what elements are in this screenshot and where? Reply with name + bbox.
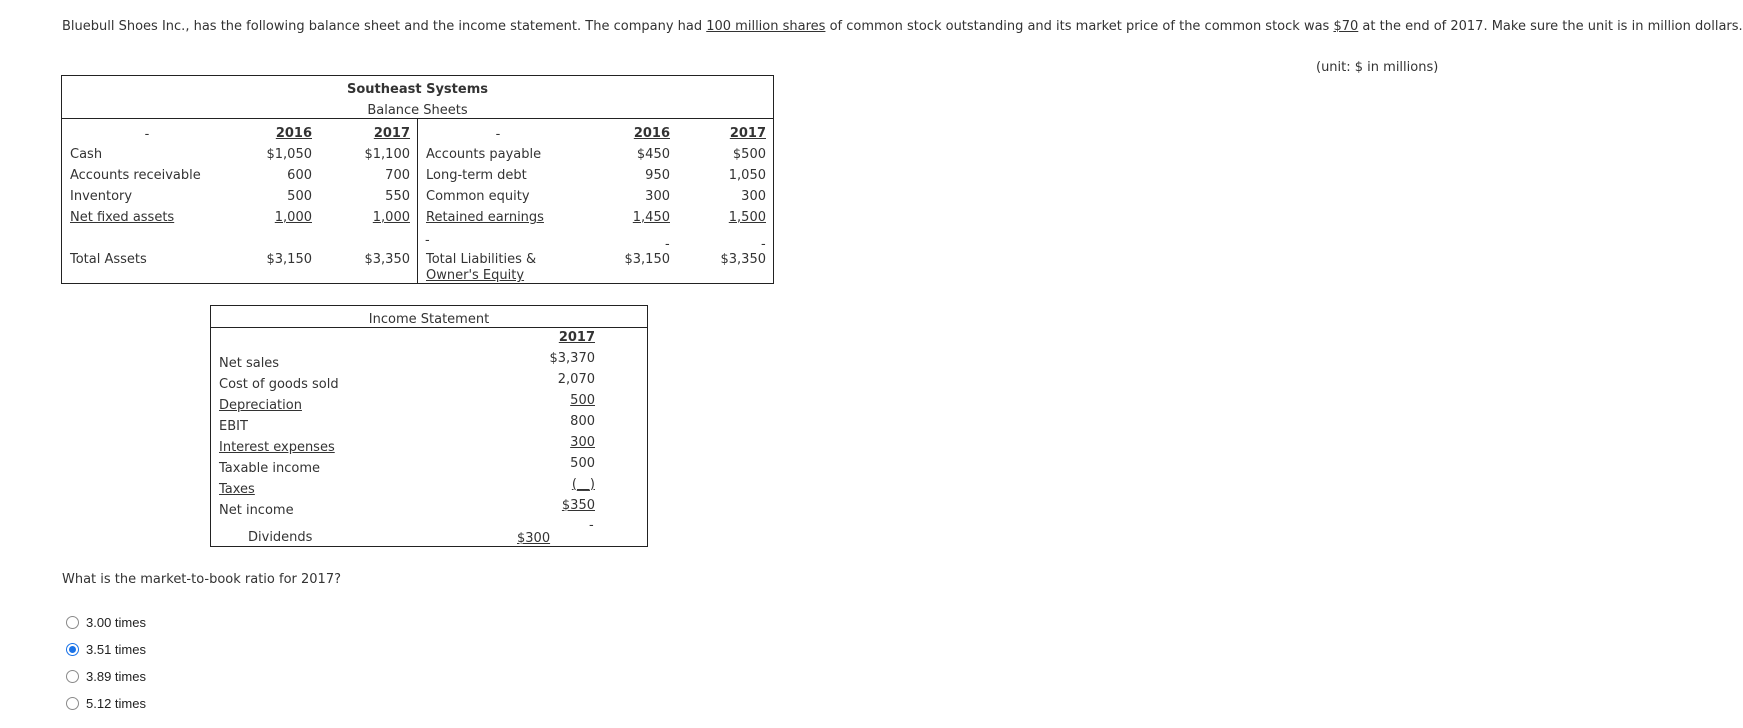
radio-button[interactable] [66,670,79,683]
liab-2016-debt: 950 [645,168,670,183]
income-value-ebit: 800 [570,414,595,429]
income-label-dividends: Dividends [248,530,313,545]
intro-shares: 100 million shares [706,19,826,34]
liab-label-retained: Retained earnings [426,210,544,225]
liab-header-dash: - [495,127,501,142]
answer-label[interactable]: 5.12 times [86,695,146,711]
assets-header-dash: - [144,127,150,142]
income-label-ebit: EBIT [219,419,248,434]
liab-year-2016: 2016 [633,126,670,141]
asset-2017-fixed: 1,000 [372,210,410,225]
liab-label-debt: Long-term debt [426,168,527,183]
liab-2017-equity: 300 [741,189,766,204]
intro-price: $70 [1333,19,1359,34]
assets-year-2016: 2016 [275,126,312,141]
liab-2017-retained: 1,500 [728,210,766,225]
answer-option-1[interactable] [66,614,146,630]
income-value-dividends: $300 [517,531,551,546]
total-assets-2016: $3,150 [266,252,312,267]
liab-label-equity: Common equity [426,189,530,204]
answer-option-3[interactable] [66,668,146,684]
question-intro [62,19,1743,35]
total-liab-2017: $3,350 [720,252,766,267]
radio-button[interactable] [66,697,79,710]
asset-label-fixed: Net fixed assets [70,210,175,225]
answer-label[interactable]: 3.89 times [86,668,146,684]
asset-2016-fixed: 1,000 [274,210,312,225]
assets-year-2017: 2017 [373,126,410,141]
asset-2017-inventory: 550 [385,189,410,204]
income-label-taxes: Taxes [219,482,255,497]
income-value-interest: 300 [570,435,595,450]
liab-2017-payable: $500 [732,147,766,162]
income-label-taxable: Taxable income [219,461,321,476]
asset-2016-receivable: 600 [287,168,312,183]
question-text: What is the market-to-book ratio for 2017? [62,572,341,587]
balance-sheet-subtitle: Balance Sheets [367,103,468,118]
income-label-sales: Net sales [219,356,280,371]
total-liab-dash: - [425,233,430,248]
income-value-cogs: 2,070 [557,372,595,387]
income-year-2017: 2017 [558,330,595,345]
asset-2017-receivable: 700 [385,168,410,183]
income-value-sales: $3,370 [549,351,595,366]
radio-button[interactable] [66,616,79,629]
answer-option-4[interactable] [66,695,146,711]
income-label-net: Net income [219,503,294,518]
liab-2016-equity: 300 [645,189,670,204]
income-label-depreciation: Depreciation [219,398,302,413]
liab-2016-retained: 1,450 [632,210,670,225]
asset-2016-cash: $1,050 [266,147,312,162]
total-liab-2016: $3,150 [624,252,670,267]
income-label-interest: Interest expenses [219,440,335,455]
intro-text-2: of common stock outstanding and its market price of the common stock was [825,19,1334,34]
income-value-depreciation: 500 [570,393,595,408]
asset-label-receivable: Accounts receivable [70,168,201,183]
income-value-taxable: 500 [570,456,595,471]
balance-sheet-center-divider [417,118,418,284]
income-value-taxes: (__) [571,477,595,492]
income-value-net: $350 [561,498,595,513]
total-liab-label-1: Total Liabilities & [426,252,537,267]
balance-sheet-company: Southeast Systems [347,82,488,97]
asset-2017-cash: $1,100 [364,147,410,162]
liab-2016-payable: $450 [636,147,670,162]
asset-2016-inventory: 500 [287,189,312,204]
total-2016-dash: - [665,237,670,252]
answer-label[interactable]: 3.51 times [86,641,146,657]
radio-button-selected[interactable] [66,643,79,656]
income-statement-divider [210,327,648,328]
asset-label-inventory: Inventory [70,189,133,204]
answer-label[interactable]: 3.00 times [86,614,146,630]
income-dash: - [589,518,594,533]
income-statement-title: Income Statement [368,312,490,327]
liab-label-payable: Accounts payable [426,147,542,162]
liab-2017-debt: 1,050 [728,168,766,183]
income-label-cogs: Cost of goods sold [219,377,339,392]
intro-text-1: Bluebull Shoes Inc., has the following balance sheet and the income statement. The company had [62,19,707,34]
intro-text-3: at the end of 2017. Make sure the unit is in million dollars. [1358,19,1743,34]
total-assets-2017: $3,350 [364,252,410,267]
total-assets-label: Total Assets [70,252,147,267]
total-2017-dash: - [761,237,766,252]
total-liab-label-2: Owner's Equity [426,268,525,283]
asset-label-cash: Cash [70,147,103,162]
liab-year-2017: 2017 [729,126,766,141]
answer-option-2[interactable] [66,641,146,657]
unit-note: (unit: $ in millions) [1316,60,1439,75]
